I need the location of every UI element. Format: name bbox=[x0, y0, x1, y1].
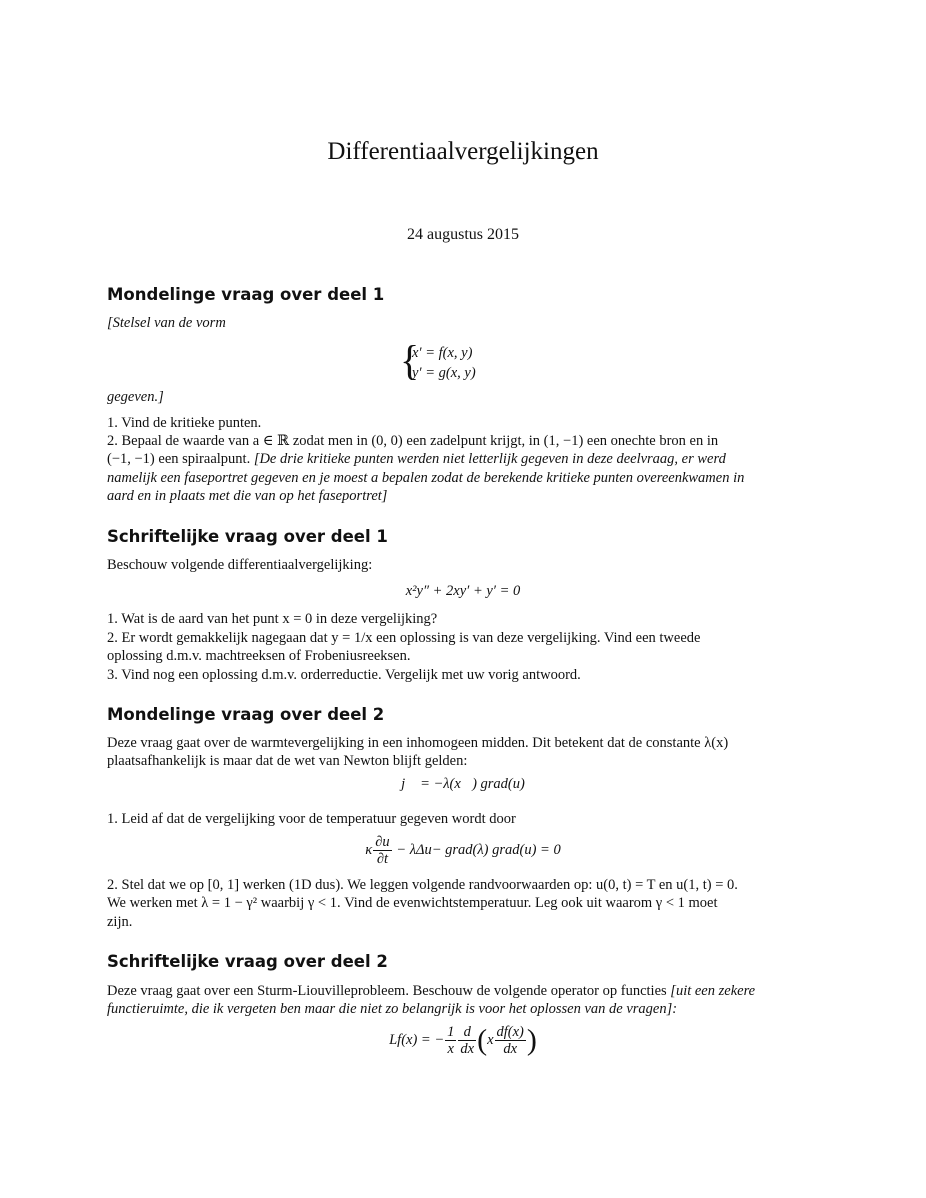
s3-equation-2 bbox=[0, 834, 926, 867]
date: 24 augustus 2015 bbox=[407, 226, 519, 243]
s4-intro-line-2: functieruimte, die ik vergeten ben maar die niet zo belangrijk is voor het oplossen van de vragen]: bbox=[107, 1001, 678, 1018]
eq-frac-3-num: df(x) bbox=[496, 1024, 524, 1040]
s2-question-3: 3. Vind nog een oplossing d.m.v. orderreductie. Vergelijk met uw vorig antwoord. bbox=[107, 667, 581, 683]
s2-question-1: 1. Wat is de aard van het punt x = 0 in deze vergelijking? bbox=[107, 611, 438, 627]
s3-intro-line-2: plaatsafhankelijk is maar dat de wet van Newton blijft gelden: bbox=[107, 753, 468, 770]
s1-intro: [Stelsel van de vorm bbox=[107, 315, 226, 331]
eq2-rest: − λΔu− grad(λ) grad(u) = 0 bbox=[392, 841, 561, 858]
left-paren-symbol: ( bbox=[477, 1023, 488, 1057]
s2-equation: x²y″ + 2xy′ + y′ = 0 bbox=[405, 583, 521, 599]
section-heading-2: Schriftelijke vraag over deel 1 bbox=[107, 527, 388, 546]
s3-equation-1: j⃗ = −λ(x⃗) grad(u) bbox=[401, 776, 525, 792]
section-heading-4: Schriftelijke vraag over deel 2 bbox=[107, 952, 388, 971]
eq-frac-1 bbox=[445, 1024, 456, 1057]
eq-frac-3 bbox=[495, 1024, 526, 1057]
eq-frac-3-den: dx bbox=[503, 1041, 518, 1057]
s1-outro: gegeven.] bbox=[107, 389, 164, 405]
s4-intro bbox=[107, 982, 820, 1019]
eq-frac-1-den: x bbox=[447, 1041, 454, 1057]
s2-question-2 bbox=[107, 629, 820, 666]
eq-x: x bbox=[487, 1031, 494, 1048]
s3-intro-line-1: Deze vraag gaat over de warmtevergelijking in een inhomogeen midden. Dit betekent dat de constante λ(x) bbox=[107, 735, 729, 751]
s3-q2-line-1: 2. Stel dat we op [0, 1] werken (1D dus). We leggen volgende randvoorwaarden op: u(0, t) = T en u(1, t) = 0. bbox=[107, 877, 738, 893]
s4-intro-line-1a: Deze vraag gaat over een Sturm-Liouvilleprobleem. Beschouw de volgende operator op functies bbox=[107, 983, 671, 999]
section-heading-3: Mondelinge vraag over deel 2 bbox=[107, 705, 385, 724]
eq-frac-2 bbox=[458, 1024, 476, 1057]
s2-intro: Beschouw volgende differentiaalvergelijking: bbox=[107, 557, 373, 573]
eq-frac-2-den: dx bbox=[460, 1041, 475, 1057]
s1-question-2 bbox=[107, 432, 820, 506]
eq2-denominator: ∂t bbox=[376, 851, 389, 867]
s2-q2-line-2: oplossing d.m.v. machtreeksen of Frobeniusreeksen. bbox=[107, 648, 411, 665]
system-line-2: y′ = g(x, y) bbox=[412, 365, 476, 381]
system-line-1: x′ = f(x, y) bbox=[412, 345, 473, 361]
eq-lhs: Lf(x) = − bbox=[389, 1031, 445, 1048]
equation-system bbox=[400, 336, 476, 385]
s3-question-1: 1. Leid af dat de vergelijking voor de temperatuur gegeven wordt door bbox=[107, 811, 516, 827]
eq2-kappa: κ bbox=[365, 841, 373, 858]
s3-question-2 bbox=[107, 876, 820, 931]
s1-question-1: 1. Vind de kritieke punten. bbox=[107, 415, 262, 431]
s4-equation bbox=[0, 1024, 926, 1057]
s1-q2-line-1: 2. Bepaal de waarde van a ∈ ℝ zodat men in (0, 0) een zadelpunt krijgt, in (1, −1) een onechte bron en in bbox=[107, 433, 719, 449]
brace-symbol: { bbox=[400, 336, 420, 385]
s1-q2-line-2b: [De drie kritieke punten werden niet letterlijk gegeven in deze deelvraag, er werd bbox=[253, 451, 726, 468]
eq-frac-1-num: 1 bbox=[447, 1024, 455, 1040]
s1-q2-line-2a: (−1, −1) een spiraalpunt. bbox=[107, 451, 254, 468]
s1-q2-line-3: namelijk een faseportret gegeven en je moest a bepalen zodat de berekende kritieke punten overeenkwamen in bbox=[107, 469, 745, 486]
eq2-fraction bbox=[373, 834, 391, 867]
section-heading-1: Mondelinge vraag over deel 1 bbox=[107, 285, 385, 304]
eq-frac-2-num: d bbox=[458, 1024, 476, 1041]
s3-intro bbox=[107, 734, 820, 771]
s2-q2-line-1: 2. Er wordt gemakkelijk nagegaan dat y = 1/x een oplossing is van deze vergelijking. Vind een tweede bbox=[107, 630, 701, 646]
s3-q2-line-3: zijn. bbox=[107, 913, 133, 930]
s4-intro-line-1b: [uit een zekere bbox=[670, 983, 756, 999]
eq2-numerator: ∂u bbox=[375, 834, 390, 850]
right-paren-symbol: ) bbox=[526, 1023, 537, 1057]
page-title: Differentiaalvergelijkingen bbox=[327, 138, 599, 165]
s3-q2-line-2: We werken met λ = 1 − γ² waarbij γ < 1. Vind de evenwichtstemperatuur. Leg ook uit waarom γ < 1 moet bbox=[107, 895, 718, 912]
s1-q2-line-4: aard en in plaats met die van op het faseportret] bbox=[107, 488, 388, 505]
